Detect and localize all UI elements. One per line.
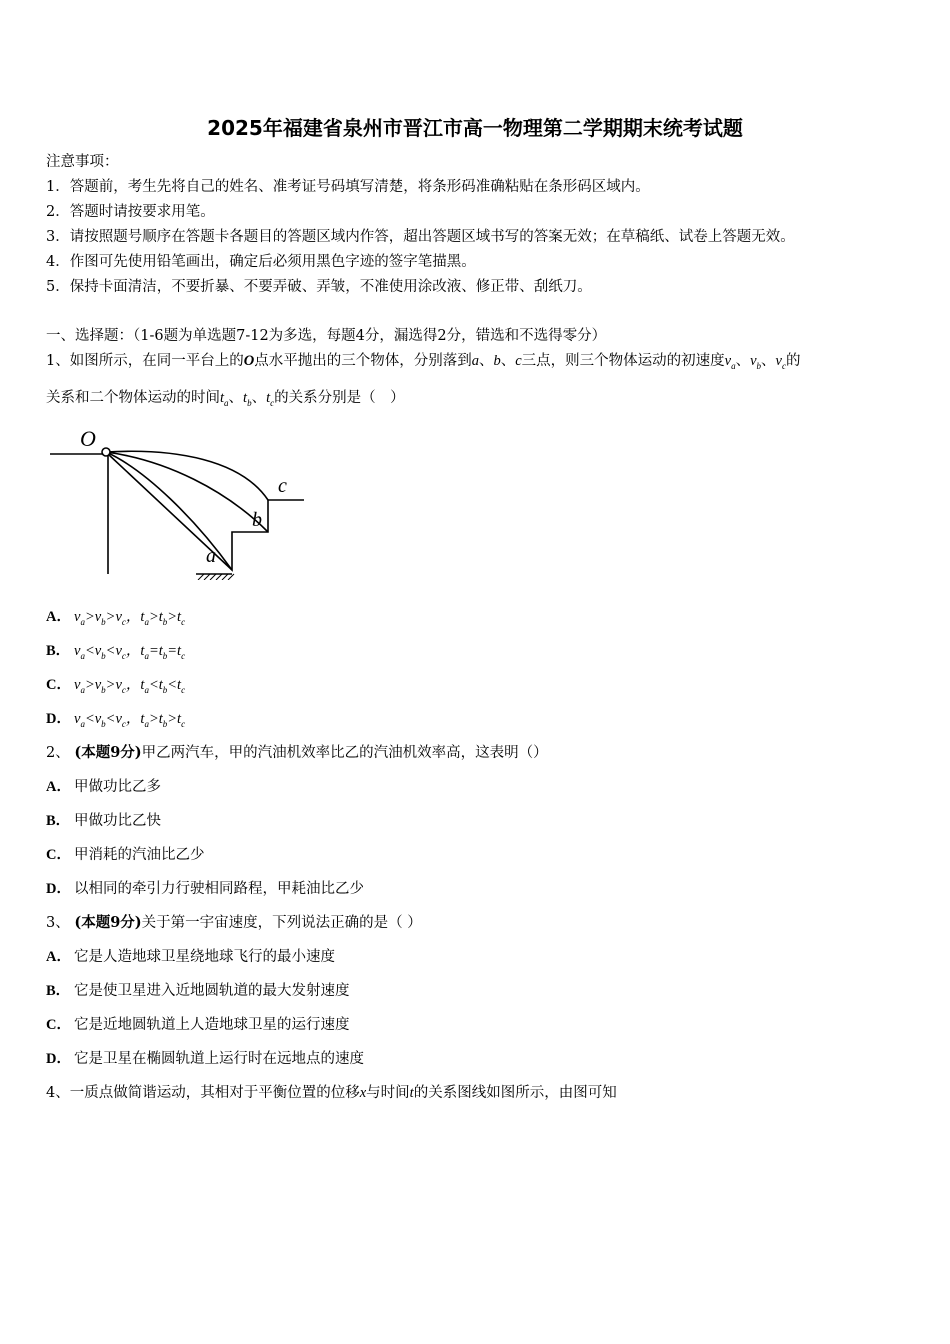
label-c: c bbox=[278, 475, 287, 497]
q1-option-d[interactable]: D． $v_a<v_b<v_c$，$t_a>t_b>t_c$ bbox=[46, 711, 186, 729]
label-a: a bbox=[206, 545, 216, 567]
label-O: O bbox=[80, 426, 96, 451]
q3-option-c[interactable]: C． 它是近地圆轨道上人造地球卫星的运行速度 bbox=[46, 1017, 350, 1033]
projectile-figure bbox=[46, 420, 316, 580]
q3-option-a[interactable]: A． 它是人造地球卫星绕地球飞行的最小速度 bbox=[46, 949, 335, 965]
q1-option-b[interactable]: B． $v_a<v_b<v_c$，$t_a=t_b=t_c$ bbox=[46, 643, 186, 661]
q1-option-a[interactable]: A． $v_a>v_b>v_c$，$t_a>t_b>t_c$ bbox=[46, 609, 186, 627]
trajectory-b bbox=[106, 452, 268, 532]
q4-stem: 4、一质点做简谐运动，其相对于平衡位置的位移x与时间t的关系图线如图所示，由图可知 bbox=[46, 1085, 617, 1101]
q2-option-c[interactable]: C． 甲消耗的汽油比乙少 bbox=[46, 847, 205, 863]
q3-stem: 3、 (本题9分)关于第一宇宙速度，下列说法正确的是（ ） bbox=[46, 914, 422, 931]
q2-stem: 2、 (本题9分)甲乙两汽车，甲的汽油机效率比乙的汽油机效率高，这表明（） bbox=[46, 744, 548, 761]
q1-stem-line2: 关系和二个物体运动的时间$t_a$、$t_b$、$t_c$的关系分别是（ ） bbox=[46, 390, 405, 408]
notice-item-4: 4．作图可先使用铅笔画出，确定后必须用黑色字迹的签字笔描黑。 bbox=[46, 254, 476, 270]
page-title: 2025年福建省泉州市晋江市高一物理第二学期期末统考试题 bbox=[207, 116, 743, 140]
notice-item-5: 5．保持卡面清洁，不要折暴、不要弄破、弄皱，不准使用涂改液、修正带、刮纸刀。 bbox=[46, 279, 592, 295]
notice-item-1: 1．答题前，考生先将自己的姓名、准考证号码填写清楚，将条形码准确粘贴在条形码区域内。 bbox=[46, 179, 650, 195]
q1-option-c[interactable]: C． $v_a>v_b>v_c$，$t_a<t_b<t_c$ bbox=[46, 677, 186, 695]
notice-heading: 注意事项： bbox=[46, 154, 119, 170]
q1-stem-line1: 1、如图所示，在同一平台上的O点水平抛出的三个物体，分别落到a、b、c三点，则三个物体运动的初速度$v_a$、$v_b$、$v_c$的 bbox=[46, 353, 801, 371]
label-b: b bbox=[252, 509, 262, 531]
section-heading: 一、选择题：（1-6题为单选题7-12为多选，每题4分，漏选得2分，错选和不选得零分） bbox=[46, 328, 607, 344]
notice-item-2: 2．答题时请按要求用笔。 bbox=[46, 204, 215, 220]
q3-option-b[interactable]: B． 它是使卫星进入近地圆轨道的最大发射速度 bbox=[46, 983, 350, 999]
q3-option-d[interactable]: D． 它是卫星在椭圆轨道上运行时在远地点的速度 bbox=[46, 1051, 364, 1067]
launch-point bbox=[102, 448, 110, 456]
notice-item-3: 3．请按照题号顺序在答题卡各题目的答题区域内作答，超出答题区域书写的答案无效；在草稿纸、试卷上答题无效。 bbox=[46, 229, 795, 245]
q2-option-d[interactable]: D． 以相同的牵引力行驶相同路程，甲耗油比乙少 bbox=[46, 881, 364, 897]
q2-option-b[interactable]: B． 甲做功比乙快 bbox=[46, 813, 161, 829]
q2-option-a[interactable]: A． 甲做功比乙多 bbox=[46, 779, 161, 795]
